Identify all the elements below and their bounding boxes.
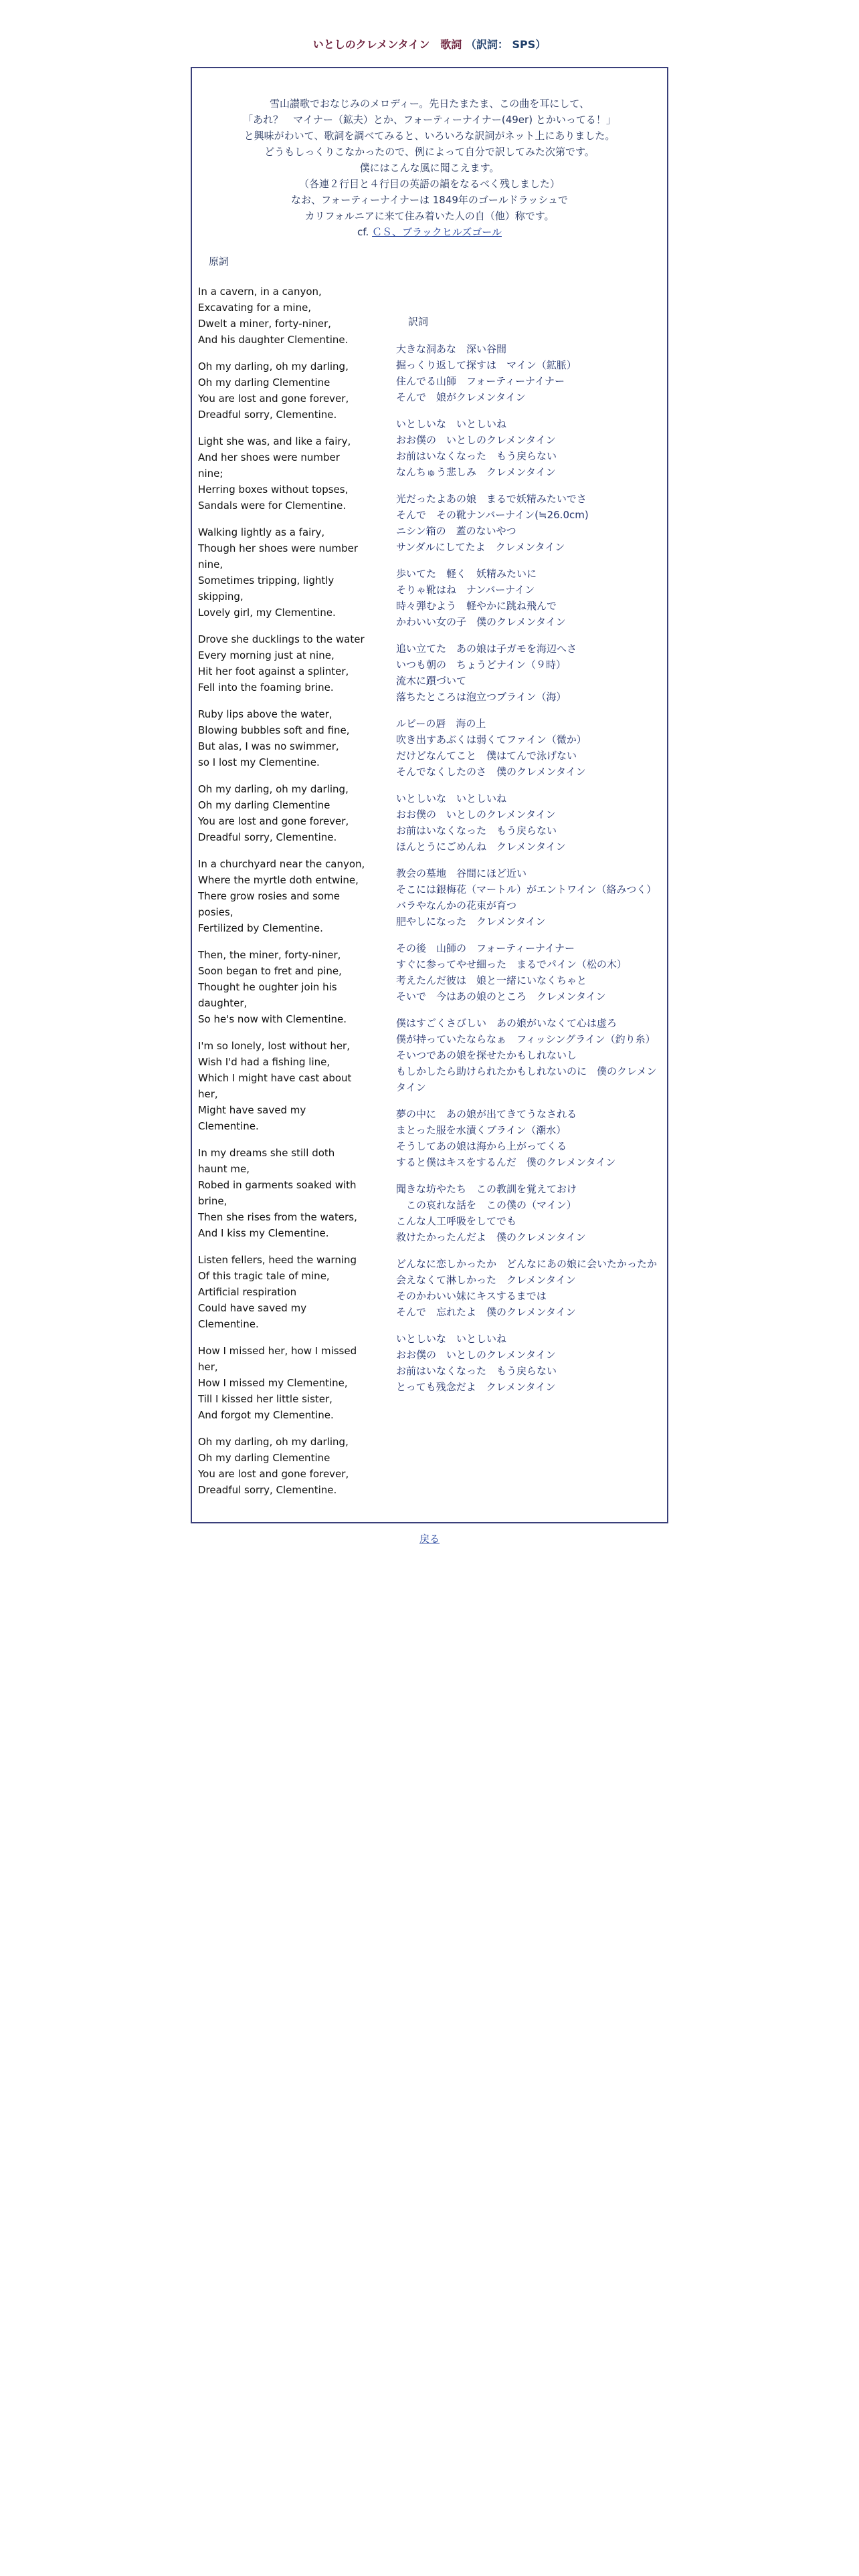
original-line: So he's now with Clementine.: [198, 1013, 347, 1025]
original-line: And her shoes were number: [198, 451, 340, 463]
translation-line: 歩いてた 軽く 妖精みたいに: [396, 568, 537, 580]
translation-line: お前はいなくなった もう戻らない: [396, 450, 557, 462]
original-line: Artificial respiration: [198, 1286, 297, 1298]
original-line: But alas, I was no swimmer,: [198, 740, 339, 752]
translation-stanza: [396, 566, 660, 630]
translation-line: 住んでる山師 フォーティーナイナー: [396, 375, 565, 387]
original-line: Of this tragic tale of mine,: [198, 1270, 330, 1282]
translation-line: だけどなんてこと 僕はてんで泳げない: [396, 750, 577, 762]
original-line: How I missed her, how I missed: [198, 1345, 357, 1357]
title-main: いとしのクレメンタイン 歌詞: [312, 38, 462, 51]
translation-line: ほんとうにごめんね クレメンタイン: [396, 841, 566, 853]
original-line: Dreadful sorry, Clementine.: [198, 1484, 337, 1496]
original-stanza: [198, 1038, 385, 1134]
original-line: And his daughter Clementine.: [198, 334, 349, 346]
translation-line: そりゃ靴はね ナンバーナイン: [396, 584, 535, 596]
title-credit: （訳詞： SPS）: [465, 38, 547, 51]
translation-line: そんで 忘れたよ 僕のクレメンタイン: [396, 1306, 576, 1318]
translation-line: 救けたかったんだよ 僕のクレメンタイン: [396, 1231, 586, 1243]
translation-stanza: [396, 790, 660, 855]
intro-lines: [192, 96, 667, 224]
original-line: Excavating for a mine,: [198, 302, 312, 314]
original-line: Sometimes tripping, lightly: [198, 574, 335, 586]
original-line: so I lost my Clementine.: [198, 756, 320, 768]
translation-line: 吹き出すあぶくは弱くてファイン（微か）: [396, 734, 587, 746]
intro-text: [192, 96, 667, 240]
translation-line: そのかわいい妹にキスするまでは: [396, 1290, 547, 1302]
translation-line: とっても残念だよ クレメンタイン: [396, 1381, 556, 1393]
original-stanza: [198, 1434, 385, 1498]
original-line: You are lost and gone forever,: [198, 393, 349, 405]
translation-stanza: [396, 865, 660, 930]
translation-line: おお僕の いとしのクレメンタイン: [396, 434, 556, 446]
original-line: her,: [198, 1088, 218, 1100]
intro-line: 僕にはこんな風に聞こえます。: [359, 162, 500, 174]
original-line: Herring boxes without topses,: [198, 484, 349, 496]
original-line: Might have saved my: [198, 1104, 306, 1116]
original-line: Oh my darling, oh my darling,: [198, 360, 349, 372]
translation-line: 流木に躓づいて: [396, 675, 467, 687]
translation-line: 大きな洞あな 深い谷間: [396, 343, 507, 355]
original-line: Oh my darling, oh my darling,: [198, 783, 349, 795]
original-line: daughter,: [198, 997, 248, 1009]
translation-line: おお僕の いとしのクレメンタイン: [396, 809, 556, 821]
translation-line: 考えたんだ彼は 娘と一緒にいなくちゃと: [396, 974, 587, 986]
translation-line: ルビーの唇 海の上: [396, 718, 486, 730]
translation-stanza: [396, 1256, 660, 1320]
intro-line: （各連２行目と４行目の英語の韻をなるべく残しました）: [298, 178, 560, 190]
cf-link[interactable]: ＣＳ、ブラックヒルズゴール: [372, 226, 502, 238]
intro-line: 雪山讃歌でおなじみのメロディー。先日たまたま、この曲を耳にして、: [270, 98, 589, 110]
translation-line: そんで 娘がクレメンタイン: [396, 391, 526, 403]
original-stanza: [198, 947, 385, 1027]
translation-line: 僕が持っていたならなぁ フィッシングライン（釣り糸）: [396, 1033, 656, 1045]
original-line: Where the myrtle doth entwine,: [198, 874, 359, 886]
original-line: Light she was, and like a fairy,: [198, 435, 351, 447]
translation-stanza: [396, 716, 660, 780]
translation-stanza: [396, 1106, 660, 1170]
original-line: Fertilized by Clementine.: [198, 922, 323, 934]
translation-line: 落ちたところは泡立つブライン（海）: [396, 691, 567, 703]
translation-line: お前はいなくなった もう戻らない: [396, 825, 557, 837]
translation-stanza: [396, 641, 660, 705]
original-heading: 原詞: [209, 255, 229, 267]
original-line: Lovely girl, my Clementine.: [198, 607, 336, 619]
original-stanza: [198, 781, 385, 845]
original-stanza: [198, 631, 385, 695]
translation-stanza: [396, 1181, 660, 1245]
back-nav: [0, 1531, 859, 1545]
original-line: Till I kissed her little sister,: [198, 1393, 332, 1405]
original-line: Dwelt a miner, forty-niner,: [198, 318, 331, 330]
translation-line: 会えなくて淋しかった クレメンタイン: [396, 1274, 576, 1286]
lyrics-frame: [191, 67, 668, 1523]
translation-line: 聞きな坊やたち この教訓を覚えておけ: [396, 1183, 577, 1195]
original-line: Oh my darling, oh my darling,: [198, 1436, 349, 1448]
translation-line: お前はいなくなった もう戻らない: [396, 1365, 557, 1377]
translation-line: その後 山師の フォーティーナイナー: [396, 942, 575, 954]
original-line: Hit her foot against a splinter,: [198, 665, 349, 677]
translation-lyrics: [396, 341, 660, 1406]
original-line: Oh my darling Clementine: [198, 377, 330, 389]
original-line: Though her shoes were number: [198, 542, 359, 554]
original-line: Which I might have cast about: [198, 1072, 352, 1084]
original-line: Blowing bubbles soft and fine,: [198, 724, 350, 736]
original-line: Drove she ducklings to the water: [198, 633, 365, 645]
translation-line: この哀れな話を この僕の（マイン）: [396, 1199, 577, 1211]
original-stanza: [198, 706, 385, 770]
translation-line: そんで その靴ナンバーナイン(≒26.0cm): [396, 509, 589, 521]
original-stanza: [198, 284, 385, 348]
original-stanza: [198, 1343, 385, 1423]
translation-line: まとった服を水漬くブライン（潮水）: [396, 1124, 567, 1136]
original-line: Thought he oughter join his: [198, 981, 337, 993]
original-line: nine,: [198, 558, 223, 570]
original-line: How I missed my Clementine,: [198, 1377, 348, 1389]
original-line: skipping,: [198, 591, 244, 603]
original-line: In my dreams she still doth: [198, 1147, 335, 1159]
original-line: haunt me,: [198, 1163, 250, 1175]
translation-line: いつも朝の ちょうどナイン（９時）: [396, 659, 566, 671]
translation-line: そうしてあの娘は海から上がってくる: [396, 1140, 567, 1152]
original-stanza: [198, 524, 385, 621]
translation-line: こんな人工呼吸をしてでも: [396, 1215, 517, 1227]
original-line: Every morning just at nine,: [198, 649, 335, 661]
translation-line: 光だったよあの娘 まるで妖精みたいでさ: [396, 493, 587, 505]
translation-line: 僕はすごくさびしい あの娘がいなくて心は虚ろ: [396, 1017, 617, 1029]
original-line: Oh my darling Clementine: [198, 799, 330, 811]
original-line: Sandals were for Clementine.: [198, 500, 347, 512]
translation-line: そいで 今はあの娘のところ クレメンタイン: [396, 990, 606, 1002]
translation-line: なんちゅう悲しみ クレメンタイン: [396, 466, 556, 478]
translation-line: もしかしたら助けられたかもしれないのに 僕のクレメンタイン: [396, 1065, 657, 1093]
original-line: And forgot my Clementine.: [198, 1409, 334, 1421]
original-stanza: [198, 1252, 385, 1332]
translation-stanza: [396, 416, 660, 480]
original-stanza: [198, 433, 385, 514]
intro-line: なお、フォーティーナイナーは 1849年のゴールドラッシュで: [290, 194, 569, 206]
original-stanza: [198, 358, 385, 423]
translation-line: どんなに恋しかったか どんなにあの娘に会いたかったか: [396, 1258, 658, 1270]
translation-line: かわいい女の子 僕のクレメンタイン: [396, 616, 566, 628]
translation-line: 掘っくり返して探すは マイン（鉱脈）: [396, 359, 577, 371]
original-line: Then she rises from the waters,: [198, 1211, 357, 1223]
original-line: Clementine.: [198, 1120, 259, 1132]
original-line: Ruby lips above the water,: [198, 708, 332, 720]
original-line: There grow rosies and some: [198, 890, 340, 902]
intro-line: カリフォルニアに来て住み着いた人の自（他）称です。: [304, 210, 555, 222]
translation-line: 時々弾むよう 軽やかに跳ね飛んで: [396, 600, 557, 612]
original-line: Dreadful sorry, Clementine.: [198, 409, 337, 421]
translation-line: ニシン箱の 蓋のないやつ: [396, 525, 516, 537]
intro-line: と興味がわいて、歌詞を調べてみると、いろいろな訳詞がネット上にありました。: [244, 130, 615, 142]
original-line: brine,: [198, 1195, 227, 1207]
intro-line: どうもしっくりこなかったので、例によって自分で訳してみた次第です。: [264, 146, 595, 158]
original-line: I'm so lonely, lost without her,: [198, 1040, 350, 1052]
page-title: [0, 36, 859, 51]
translation-stanza: [396, 940, 660, 1004]
original-line: posies,: [198, 906, 233, 918]
translation-heading: 訳詞: [408, 316, 429, 328]
translation-line: 肥やしになった クレメンタイン: [396, 916, 546, 928]
translation-line: いとしいな いとしいね: [396, 792, 507, 804]
original-line: You are lost and gone forever,: [198, 815, 349, 827]
original-line: You are lost and gone forever,: [198, 1468, 349, 1480]
original-line: Listen fellers, heed the warning: [198, 1254, 357, 1266]
translation-line: そこには銀梅花（マートル）がエントワイン（絡みつく）: [396, 883, 657, 895]
translation-line: サンダルにしてたよ クレメンタイン: [396, 541, 565, 553]
original-line: Wish I'd had a fishing line,: [198, 1056, 330, 1068]
original-line: nine;: [198, 467, 223, 479]
translation-stanza: [396, 1015, 660, 1095]
translation-line: そんでなくしたのさ 僕のクレメンタイン: [396, 766, 586, 778]
original-line: Walking lightly as a fairy,: [198, 526, 325, 538]
translation-line: おお僕の いとしのクレメンタイン: [396, 1349, 556, 1361]
cf-line: [192, 224, 667, 240]
translation-line: 夢の中に あの娘が出てきてうなされる: [396, 1108, 577, 1120]
original-line: In a cavern, in a canyon,: [198, 286, 322, 298]
translation-line: 追い立てた あの娘は子ガモを海辺へさ: [396, 643, 577, 655]
original-line: Then, the miner, forty-niner,: [198, 949, 341, 961]
original-line: Clementine.: [198, 1318, 259, 1330]
cf-prefix: cf.: [357, 226, 373, 238]
intro-line: 「あれ？ マイナー（鉱夫）とか、フォーティーナイナー(49er) とかいってる！」: [243, 114, 616, 126]
original-lyrics: [198, 284, 385, 1509]
original-stanza: [198, 856, 385, 936]
original-stanza: [198, 1145, 385, 1241]
original-line: Could have saved my: [198, 1302, 307, 1314]
translation-line: いとしいな いとしいね: [396, 1333, 507, 1345]
original-line: And I kiss my Clementine.: [198, 1227, 329, 1239]
translation-line: バラやなんかの花束が育つ: [396, 899, 517, 911]
translation-line: 教会の墓地 谷間にほど近い: [396, 867, 527, 879]
back-link[interactable]: 戻る: [419, 1533, 440, 1545]
original-line: Oh my darling Clementine: [198, 1452, 330, 1464]
original-line: Robed in garments soaked with: [198, 1179, 357, 1191]
translation-line: そいつであの娘を探せたかもしれないし: [396, 1049, 577, 1061]
translation-line: すると僕はキスをするんだ 僕のクレメンタイン: [396, 1156, 616, 1168]
translation-line: いとしいな いとしいね: [396, 418, 507, 430]
translation-stanza: [396, 341, 660, 405]
original-line: Fell into the foaming brine.: [198, 681, 334, 693]
original-line: Dreadful sorry, Clementine.: [198, 831, 337, 843]
original-line: In a churchyard near the canyon,: [198, 858, 365, 870]
translation-stanza: [396, 491, 660, 555]
original-line: her,: [198, 1361, 218, 1373]
translation-stanza: [396, 1331, 660, 1395]
translation-line: すぐに参ってやせ細った まるでパイン（松の木）: [396, 958, 627, 970]
original-line: Soon began to fret and pine,: [198, 965, 342, 977]
